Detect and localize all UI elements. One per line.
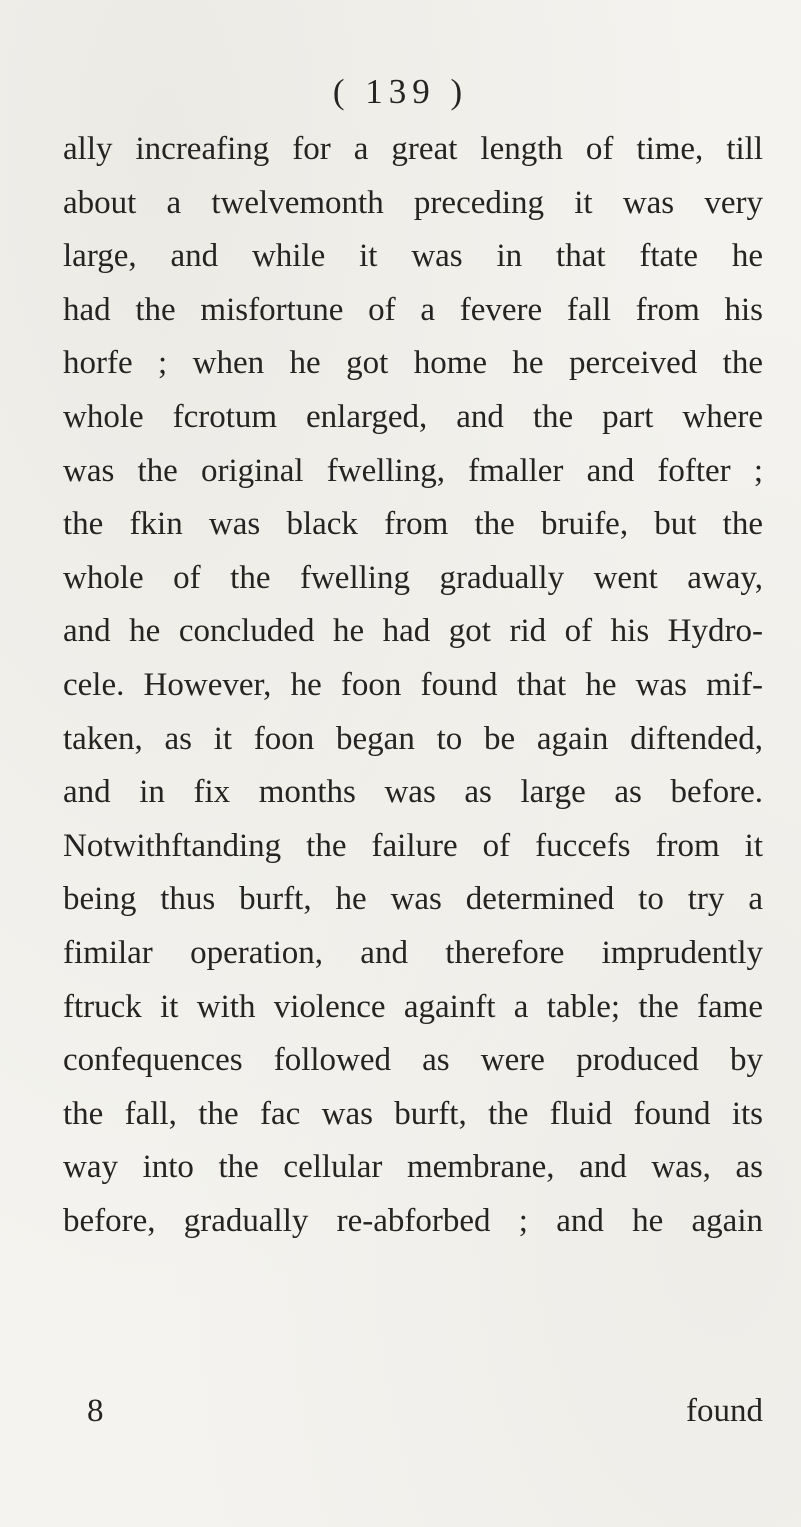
text-line: being thus burft, he was determined to try a: [63, 881, 763, 918]
text-line: and he concluded he had got rid of his Hydro-: [63, 613, 763, 650]
body-text: [63, 123, 763, 1248]
text-line: whole of the fwelling gradually went away,: [63, 559, 763, 596]
text-line: taken, as it foon began to be again diftended,: [63, 720, 763, 757]
text-line: cele. However, he foon found that he was mif-: [63, 666, 763, 703]
text-line: the fall, the fac was burft, the fluid found its: [63, 1095, 763, 1132]
text-line: before, gradually re-abforbed ; and he again: [63, 1202, 763, 1239]
text-line: confequences followed as were produced by: [63, 1042, 763, 1079]
page-footer: [63, 1384, 763, 1438]
text-line: about a twelvemonth preceding it was very: [63, 184, 763, 221]
text-line: ftruck it with violence againft a table; the fame: [63, 988, 763, 1025]
text-line: way into the cellular membrane, and was, as: [63, 1149, 763, 1186]
text-line: Notwithftanding the failure of fuccefs from it: [63, 827, 763, 864]
text-line: horfe ; when he got home he perceived the: [63, 345, 763, 382]
text-line: had the misfortune of a fevere fall from his: [63, 291, 763, 328]
catchword: found: [686, 1393, 763, 1429]
text-line: the fkin was black from the bruife, but the: [63, 506, 763, 543]
text-line: and in fix months was as large as before.: [63, 774, 763, 811]
text-line: fimilar operation, and therefore imprudently: [63, 934, 763, 971]
signature-mark: 8: [87, 1393, 104, 1429]
page-number: ( 139 ): [332, 72, 469, 111]
text-line: ally increafing for a great length of time, till: [63, 131, 763, 167]
text-line: whole fcrotum enlarged, and the part where: [63, 398, 763, 435]
text-line: large, and while it was in that ftate he: [63, 238, 763, 275]
text-line: was the original fwelling, fmaller and fofter ;: [63, 452, 763, 489]
